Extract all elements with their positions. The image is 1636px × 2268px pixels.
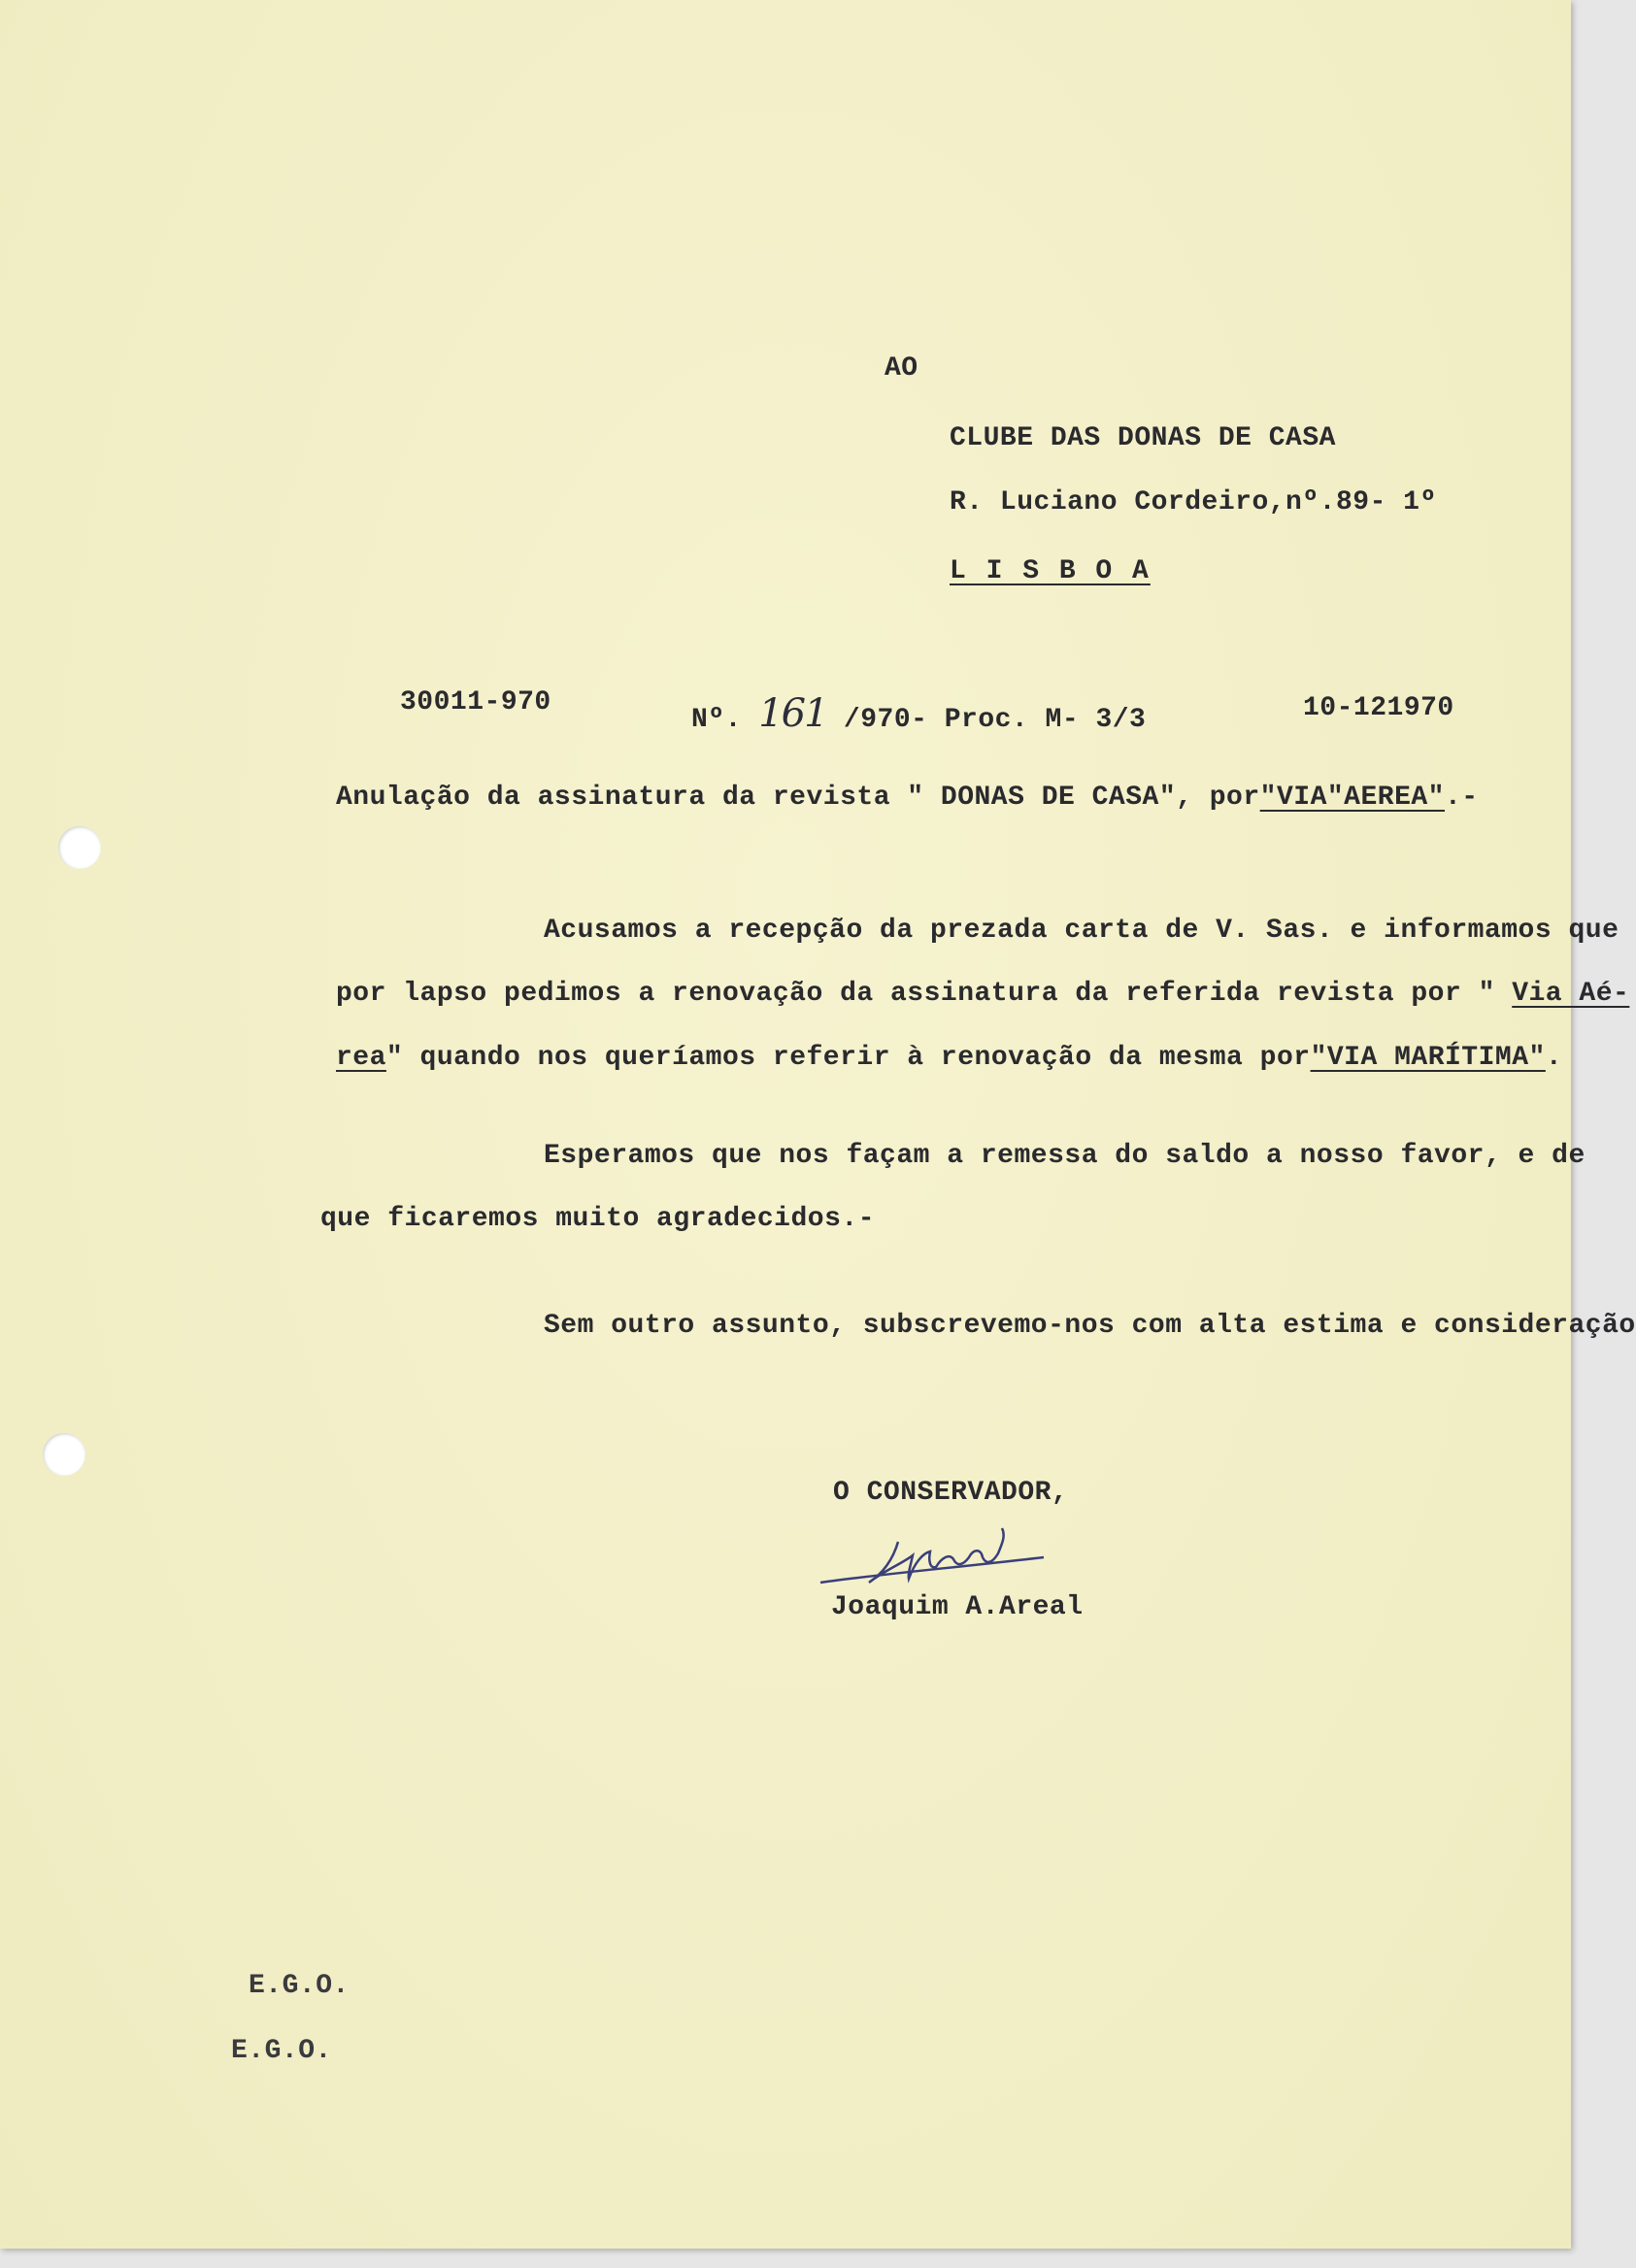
addressee-name: CLUBE DAS DONAS DE CASA [950, 423, 1336, 453]
body-p3-line1: Sem outro assunto, subscrevemo-nos com alta estima e consideração [544, 1311, 1636, 1341]
reference-number-suffix: /970- Proc. M- 3/3 [843, 705, 1147, 735]
footer-initials-2: E.G.O. [231, 2036, 332, 2066]
body-p2-line2: que ficaremos muito agradecidos.- [320, 1204, 875, 1234]
punch-hole-top [58, 826, 101, 869]
subject-underlined: "VIA"AEREA" [1259, 783, 1445, 813]
body-p1-line2-text: por lapso pedimos a renovação da assinatura da referida revista por " [336, 979, 1513, 1009]
body-p1-line3-tail: . [1545, 1043, 1563, 1073]
signature-name: Joaquim A.Areal [831, 1592, 1084, 1622]
addressee-prefix: AO [885, 353, 918, 384]
reference-code: 30011-970 [400, 687, 551, 717]
subject-text: Anulação da assinatura da revista " DONAS DE CASA", por [336, 783, 1260, 813]
body-p1-line3 [336, 1043, 1562, 1073]
reference-date: 10-121970 [1303, 693, 1454, 723]
handwritten-number: 161 [758, 691, 827, 736]
signature-title: O CONSERVADOR, [833, 1478, 1069, 1508]
body-p1-line3-text: " quando nos queríamos referir à renovação da mesma por [385, 1043, 1311, 1073]
punch-hole-bottom [43, 1433, 85, 1476]
body-p1-line2 [336, 979, 1629, 1009]
footer-initials-1: E.G.O. [249, 1971, 350, 2001]
body-p1-line2-underlined: Via Aé- [1512, 979, 1630, 1009]
body-p1-line3-underlined-end: "VIA MARÍTIMA" [1310, 1043, 1546, 1073]
subject-tail: .- [1445, 783, 1479, 813]
handwritten-signature [816, 1515, 1107, 1602]
addressee-street: R. Luciano Cordeiro,nº.89- 1º [950, 487, 1437, 517]
reference-number-prefix: Nº. [691, 705, 742, 735]
body-p1-line1: Acusamos a recepção da prezada carta de V. Sas. e informamos que [544, 916, 1619, 946]
subject-line [336, 783, 1479, 813]
body-p2-line1: Esperamos que nos façam a remessa do saldo a nosso favor, e de [544, 1141, 1586, 1171]
reference-number [691, 691, 1146, 736]
addressee-city: L I S B O A [950, 556, 1151, 586]
body-p1-line3-underlined: rea [336, 1043, 386, 1073]
